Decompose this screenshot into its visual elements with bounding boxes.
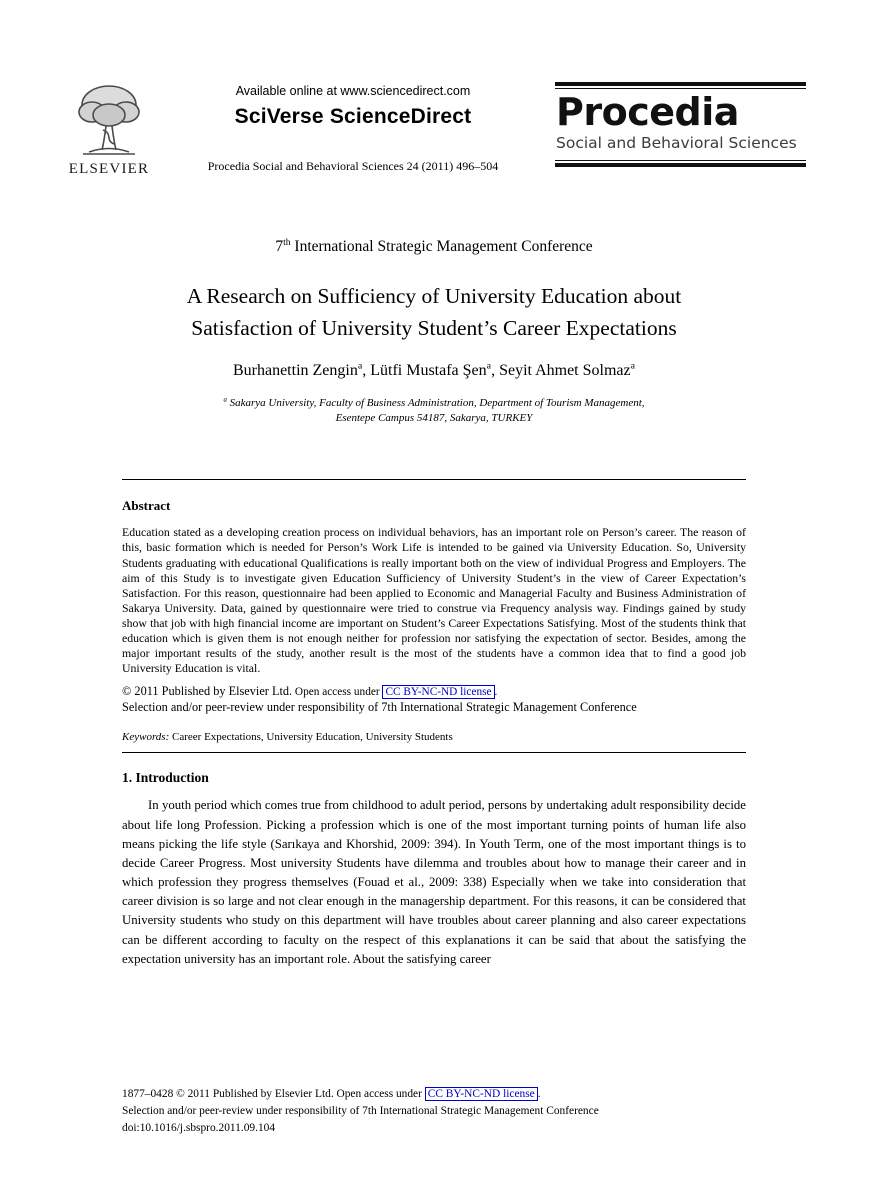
author-2-name: , Lütfi Mustafa Şen xyxy=(362,361,487,379)
keywords-line xyxy=(122,731,746,743)
procedia-logo-block xyxy=(555,82,806,167)
conference-line xyxy=(122,238,746,256)
doi-line: doi:10.1016/j.sbspro.2011.09.104 xyxy=(122,1122,276,1135)
license-period: . xyxy=(494,686,498,699)
selection-line: Selection and/or peer-review under responsibility of 7th International Strategic Management Conference xyxy=(122,700,637,715)
footer-license-period: . xyxy=(537,1088,541,1100)
cc-license-link-footer[interactable]: CC BY-NC-ND license xyxy=(425,1087,538,1101)
issn-line xyxy=(122,1086,762,1103)
paper-body xyxy=(122,238,746,969)
sciverse-sciencedirect-logo: SciVerse ScienceDirect xyxy=(234,105,472,128)
author-1 xyxy=(233,362,362,379)
copyright-text: © 2011 Published by Elsevier Ltd. xyxy=(122,684,293,699)
procedia-rule-thick-top xyxy=(555,82,806,86)
paper-title xyxy=(122,280,746,345)
conference-ordinal: th xyxy=(283,236,291,248)
procedia-rule-thin-bottom xyxy=(555,160,806,161)
abstract-heading: Abstract xyxy=(122,498,171,514)
paper-title-line2: Satisfaction of University Student’s Career Expectations xyxy=(191,316,677,341)
paper-title-line1: A Research on Sufficiency of University Education about xyxy=(186,284,682,308)
author-3-name: , Seyit Ahmet Solmaz xyxy=(491,361,631,379)
conference-name: International Strategic Management Conference xyxy=(290,238,593,255)
elsevier-tree-icon xyxy=(67,82,151,158)
cc-license-link[interactable]: CC BY-NC-ND license xyxy=(382,685,494,699)
procedia-rule-thin-top xyxy=(555,88,806,89)
procedia-rule-thick-bottom xyxy=(555,163,806,167)
affiliation-mark: a xyxy=(223,395,227,403)
abstract-top-rule xyxy=(122,479,746,480)
keywords-label: Keywords: xyxy=(122,731,170,744)
journal-citation-line: Procedia Social and Behavioral Sciences 24 (2011) 496–504 xyxy=(207,159,499,173)
copyright-line xyxy=(122,684,746,699)
author-2-affil-mark: a xyxy=(486,360,492,372)
affiliation xyxy=(122,396,746,428)
introduction-heading: 1. Introduction xyxy=(122,770,209,786)
elsevier-wordmark: ELSEVIER xyxy=(68,161,150,177)
introduction-paragraph: In youth period which comes true from childhood to adult period, persons by undertaking adult responsibility decide about life long Profession. Picking a profession which is one of the most important turning points of human life also means picking the life style (Sarıkaya and Khorshid, 2009: 394). In Youth Term, one of the most important things is to decide Career Progress. Most university Students have dilemma and troubles about how to manage their career and in which profession they progress themselves (Fouad et al., 2009: 338) Especially when we take into consideration that career division is so large and not clear enough in the managership department. For this reasons, it can be considered that University students who study on this department will have troubles about career planning and also career expectations can be different according to faculty on the respect of this explanations it can be said that about the satisfying the expectation university has an important role. About the satisfying career xyxy=(122,798,746,966)
keywords-bottom-rule xyxy=(122,752,746,753)
elsevier-logo xyxy=(62,82,156,178)
abstract-text: Education stated as a developing creation process on individual behaviors, has an important role on Person’s career. The reason of this, basic formation which is needed for Person’s Work Life is intended to be gained via University Education. So, University Students graduating with educational Qualifications is really important both on the view of individual Progress and Employers. The aim of this Study is to investigate given Education Sufficiency of University Student’s in the view of Career Expectation’s Satisfaction. For this reason, questionnaire had been applied to Economic and Managerial Faculty and Business Administration of Sakarya University. Data, gained by questionnaire were tried to construe via Frequency analysis way. Findings gained by study show that job with high financial income are important on Student’s Career Expectations Satisfying. Most of the students think that education which is given them is not enough neither for profession nor satisfying the expectation of sector. Besides, among the major important results of the study, another result is the most of the students have a common idea that to find a good job University Education is vital. xyxy=(122,525,746,676)
keywords-text: Career Expectations, University Education, University Students xyxy=(169,731,453,744)
header-center xyxy=(170,84,536,174)
authors-line xyxy=(122,362,746,380)
procedia-wordmark: Procedia xyxy=(556,90,739,134)
journal-header xyxy=(0,80,873,198)
footer-selection-line: Selection and/or peer-review under responsibility of 7th International Strategic Management Conference xyxy=(122,1105,599,1118)
affiliation-line2: Esentepe Campus 54187, Sakarya, TURKEY xyxy=(335,412,533,425)
open-access-text: Open access under xyxy=(292,686,383,699)
author-1-name: Burhanettin Zengin xyxy=(232,361,358,379)
author-1-affil-mark: a xyxy=(357,360,363,372)
affiliation-line1 xyxy=(122,396,746,412)
author-3-affil-mark: a xyxy=(630,360,636,372)
available-online-text: Available online at www.sciencedirect.com xyxy=(235,84,471,98)
conference-number: 7 xyxy=(275,238,284,255)
affiliation-text1: Sakarya University, Faculty of Business Administration, Department of Tourism Management, xyxy=(226,396,645,409)
issn-text: 1877–0428 © 2011 Published by Elsevier Ltd. Open access under xyxy=(122,1088,425,1100)
page-footer xyxy=(122,1086,762,1137)
author-3 xyxy=(491,362,635,379)
author-2 xyxy=(362,362,491,379)
procedia-subtitle: Social and Behavioral Sciences xyxy=(556,134,797,152)
